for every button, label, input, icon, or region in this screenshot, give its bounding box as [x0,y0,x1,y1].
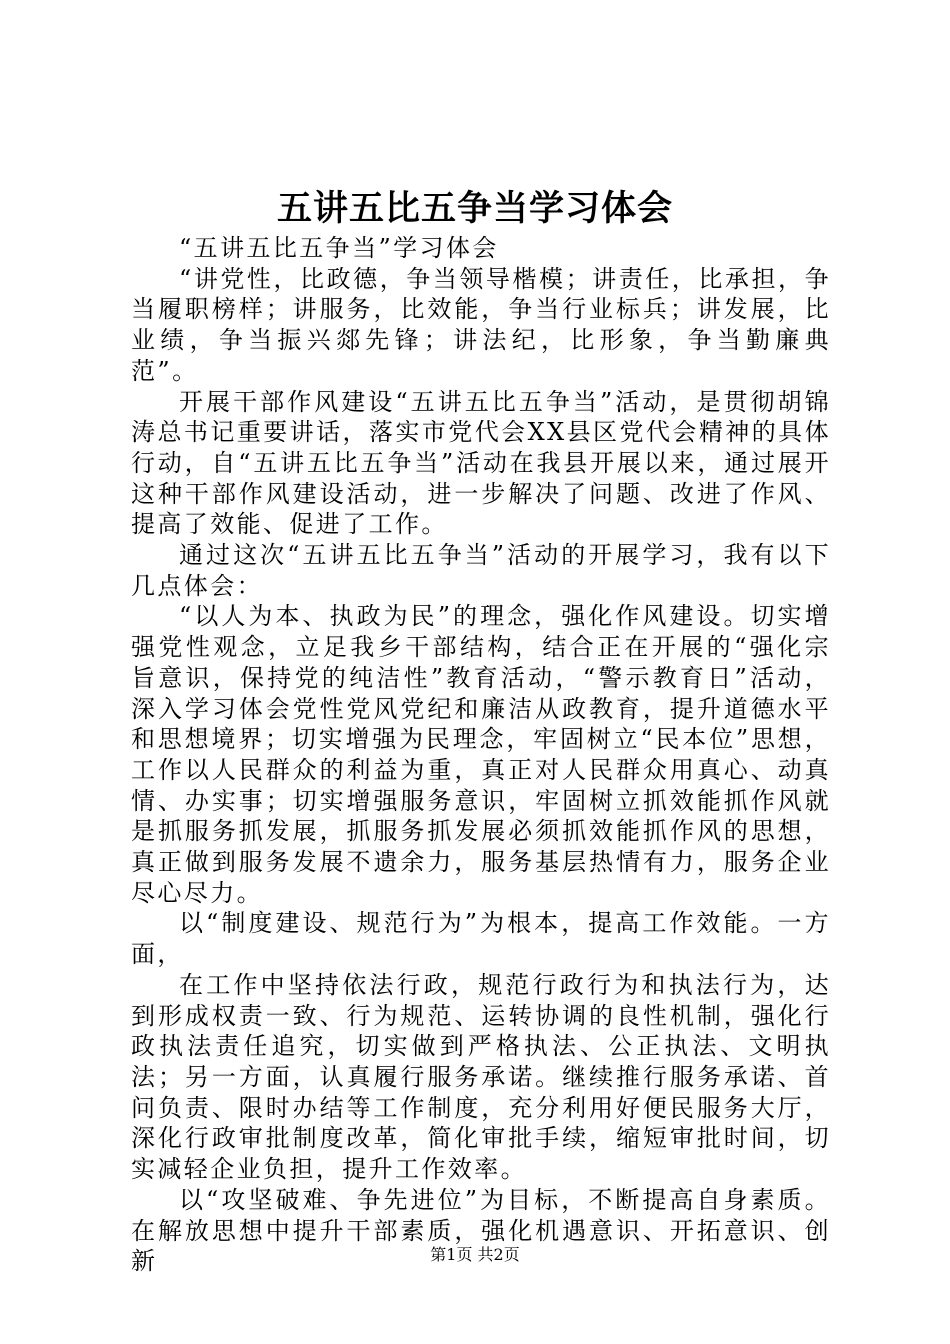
paragraph: “讲党性，比政德，争当领导楷模；讲责任，比承担，争当履职榜样；讲服务，比效能，争当行业标兵；讲发展，比业绩，争当振兴郯先锋；讲法纪，比形象，争当勤廉典范”。 [131,264,831,385]
document-title: 五讲五比五争当学习体会 [276,188,673,229]
paragraph: 通过这次“五讲五比五争当”活动的开展学习，我有以下几点体会： [131,541,831,600]
paragraph: 以“制度建设、规范行为”为根本，提高工作效能。一方面， [131,909,831,969]
paragraph-subtitle: “五讲五比五争当”学习体会 [179,234,499,262]
paragraph: 开展干部作风建设“五讲五比五争当”活动，是贯彻胡锦涛总书记重要讲话，落实市党代会XX县区党代会精神的具体行动，自“五讲五比五争当”活动在我县开展以来，通过展开这种干部作风建设活动，进一步解决了问题、改进了作风、提高了效能、促进了工作。 [131,387,831,539]
paragraph: “以人为本、执政为民”的理念，强化作风建设。切实增强党性观念，立足我乡干部结构，结合正在开展的“强化宗旨意识，保持党的纯洁性”教育活动，“警示教育日”活动，深入学习体会党性党风党纪和廉洁从政教育，提升道德水平和思想境界；切实增强为民理念，牢固树立“民本位”思想，工作以人民群众的利益为重，真正对人民群众用真心、动真情、办实事；切实增强服务意识，牢固树立抓效能抓作风就是抓服务抓发展，抓服务抓发展必须抓效能抓作风的思想，真正做到服务发展不遗余力，服务基层热情有力，服务企业尽心尽力。 [131,602,831,907]
page-footer: 第1页 共2页 [430,1245,520,1264]
document-body [131,233,831,1277]
paragraph: 以“攻坚破难、争先进位”为目标，不断提高自身素质。在解放思想中提升干部素质，强化机遇意识、开拓意识、创新 [131,1185,831,1276]
paragraph: 在工作中坚持依法行政，规范行政行为和执法行为，达到形成权责一致、行为规范、运转协调的良性机制，强化行政执法责任追究，切实做到严格执法、公正执法、文明执法；另一方面，认真履行服务承诺。继续推行服务承诺、首问负责、限时办结等工作制度，充分利用好便民服务大厅，深化行政审批制度改革，简化审批手续，缩短审批时间，切实减轻企业负担，提升工作效率。 [131,970,831,1184]
